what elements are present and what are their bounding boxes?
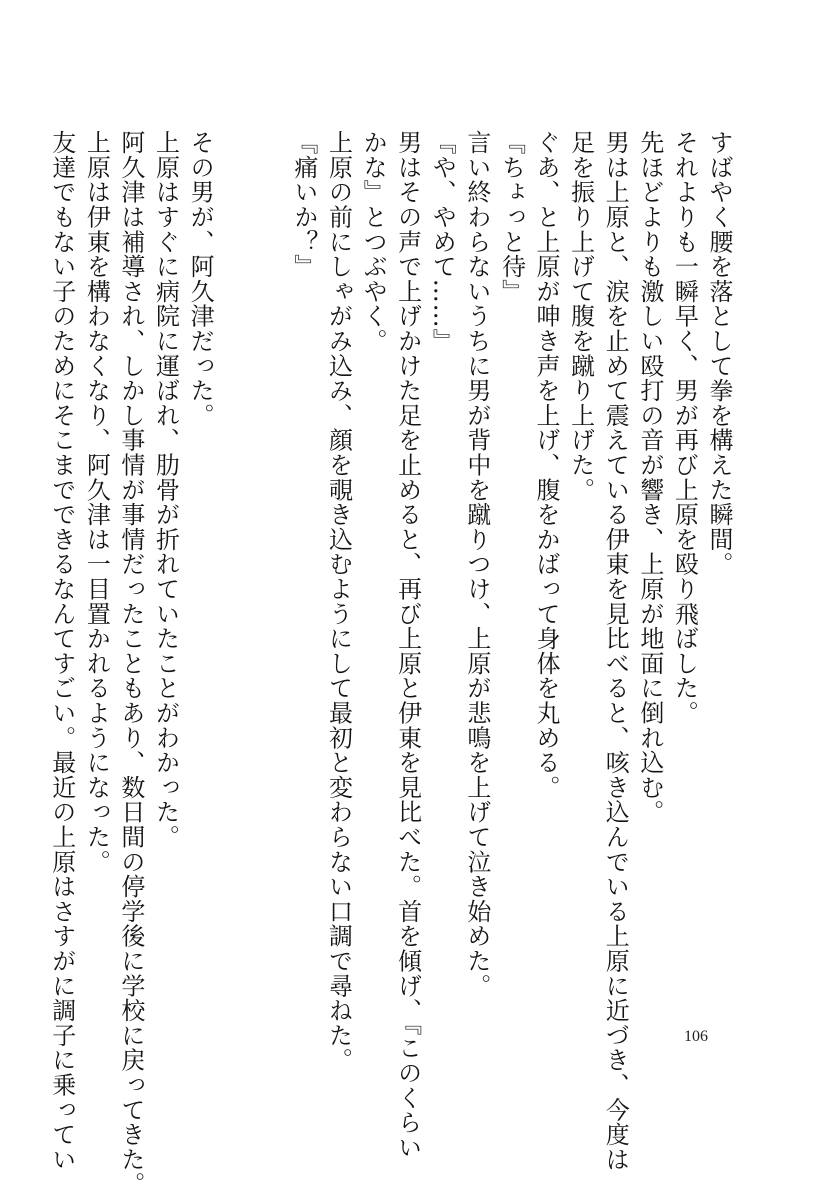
text-line: 上原は伊東を構わなくなり、阿久津は一目置かれるようになった。 [82, 130, 111, 874]
text-line: 男はその声で上げかけた足を止めると、再び上原と伊東を見比べた。首を傾げ、『このくらい [393, 130, 422, 1160]
text-line: すばやく腰を落として拳を構えた瞬間。 [705, 130, 733, 577]
text-line: 先ほどよりも激しい殴打の音が響き、上原が地面に倒れ込む。 [635, 130, 664, 825]
text-line: 阿久津は補導され、しかし事情が事情だったこともあり、数日間の停学後に学校に戻ってきた。 [116, 130, 145, 1196]
text-line: 『痛いか？』 [289, 130, 318, 279]
blank-line [252, 130, 287, 1030]
text-line: その男が、阿久津だった。 [186, 130, 215, 428]
text-line: 男は上原と、涙を止めて震えている伊東を見比べると、咳き込んでいる上原に近づき、今度は [601, 130, 630, 1172]
text-line: 友達でもない子のためにそこまでできるなんてすごい。最近の上原はさすがに調子に乗ってい [47, 130, 76, 1172]
text-line: 『や、やめて……』 [428, 130, 457, 354]
text-line: 足を振り上げて腹を蹴り上げた。 [566, 130, 595, 502]
text-line: 言い終わらないうちに男が背中を蹴りつけ、上原が悲鳴を上げて泣き始めた。 [462, 130, 491, 998]
text-line: かな』とつぶやく。 [359, 130, 388, 354]
page-number: 106 [684, 1028, 708, 1045]
blank-line [217, 130, 252, 1030]
text-line: それよりも一瞬早く、男が再び上原を殴り飛ばした。 [670, 130, 699, 726]
text-line: 上原はすぐに病院に運ばれ、肋骨が折れていたことがわかった。 [151, 130, 180, 850]
text-line: 上原の前にしゃがみ込み、顔を覗き込むようにして最初と変わらない口調で尋ねた。 [324, 130, 353, 1073]
text-line: 『ちょっと待』 [497, 130, 526, 304]
text-line: ぐあ、と上原が呻き声を上げ、腹をかばって身体を丸める。 [532, 130, 561, 800]
